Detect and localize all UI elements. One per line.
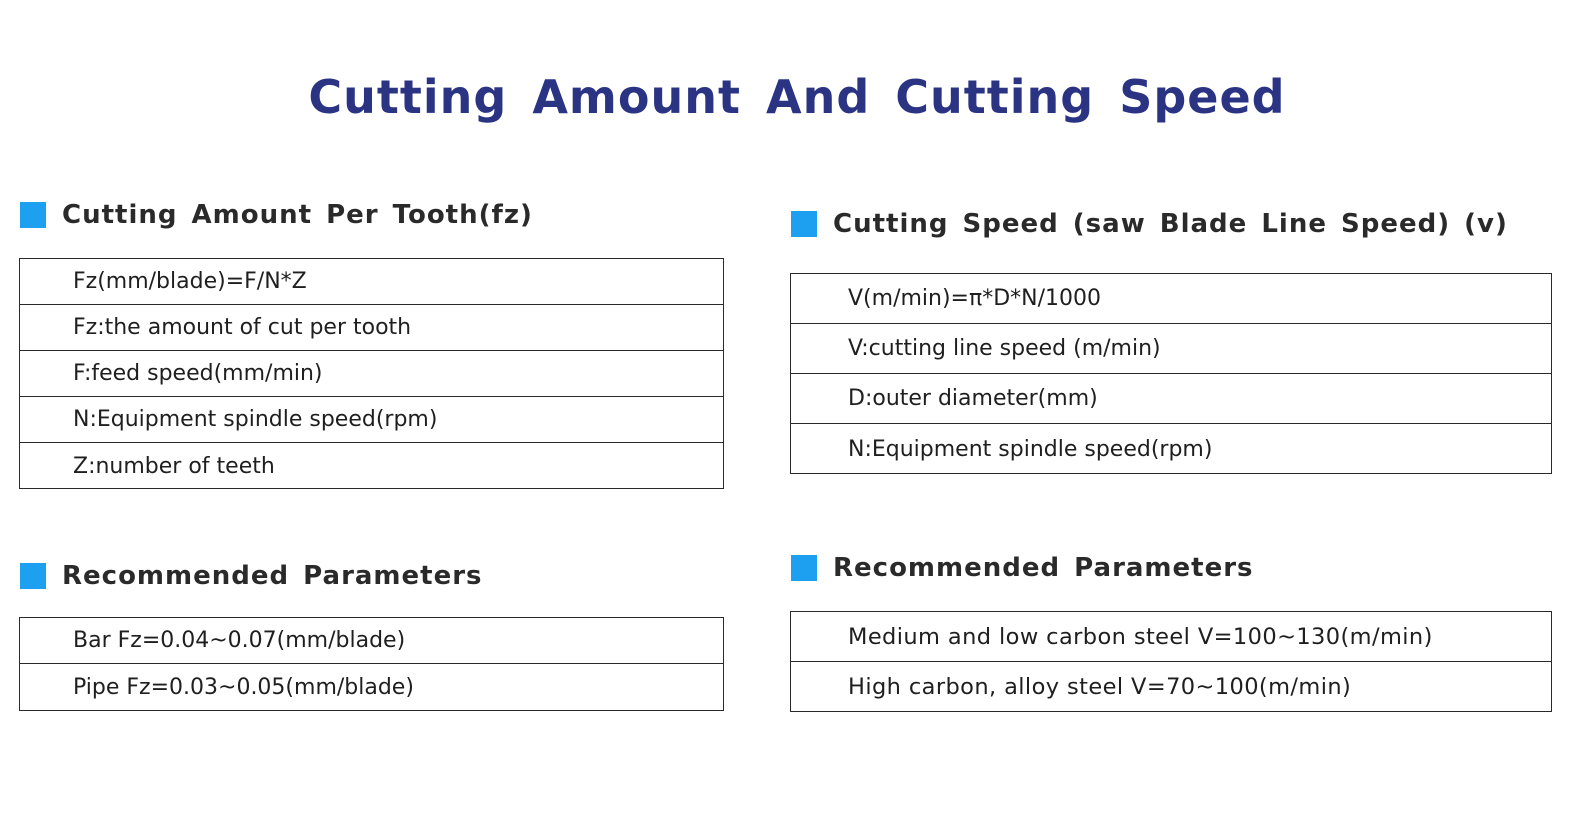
formula-table-fz [19, 258, 724, 489]
table-row: Fz(mm/blade)=F/N*Z [20, 259, 723, 305]
page-title: Cutting Amount And Cutting Speed [308, 70, 1286, 124]
table-row: Fz:the amount of cut per tooth [20, 305, 723, 351]
formula-table-v [790, 273, 1552, 474]
square-bullet-icon [20, 563, 46, 589]
table-row: N:Equipment spindle speed(rpm) [848, 436, 1213, 462]
table-row: N:Equipment spindle speed(rpm) [20, 397, 723, 443]
square-bullet-icon [791, 211, 817, 237]
section-heading-recommended-parameters-v [791, 553, 1254, 583]
section-heading-text: Cutting Amount Per Tooth(fz) [62, 200, 533, 230]
square-bullet-icon [791, 555, 817, 581]
section-heading-cutting-speed [791, 209, 1508, 239]
table-row: D:outer diameter(mm) [791, 374, 1551, 424]
table-row: Pipe Fz=0.03~0.05(mm/blade) [73, 674, 414, 700]
section-heading-cutting-amount-per-tooth [20, 200, 533, 230]
table-row: V(m/min)=π*D*N/1000 [791, 274, 1551, 324]
table-row: V:cutting line speed (m/min) [791, 324, 1551, 374]
section-heading-text: Cutting Speed (saw Blade Line Speed) (v) [833, 209, 1508, 239]
section-heading-text: Recommended Parameters [833, 553, 1254, 583]
section-heading-recommended-parameters-fz [20, 561, 483, 591]
params-table-v [790, 611, 1552, 712]
square-bullet-icon [20, 202, 46, 228]
section-heading-text: Recommended Parameters [62, 561, 483, 591]
table-row: Z:number of teeth [73, 453, 275, 479]
table-row: Medium and low carbon steel V=100~130(m/min) [791, 612, 1551, 662]
params-table-fz [19, 617, 724, 711]
table-row: F:feed speed(mm/min) [20, 351, 723, 397]
table-row: High carbon, alloy steel V=70~100(m/min) [848, 674, 1352, 700]
table-row: Bar Fz=0.04~0.07(mm/blade) [20, 618, 723, 664]
